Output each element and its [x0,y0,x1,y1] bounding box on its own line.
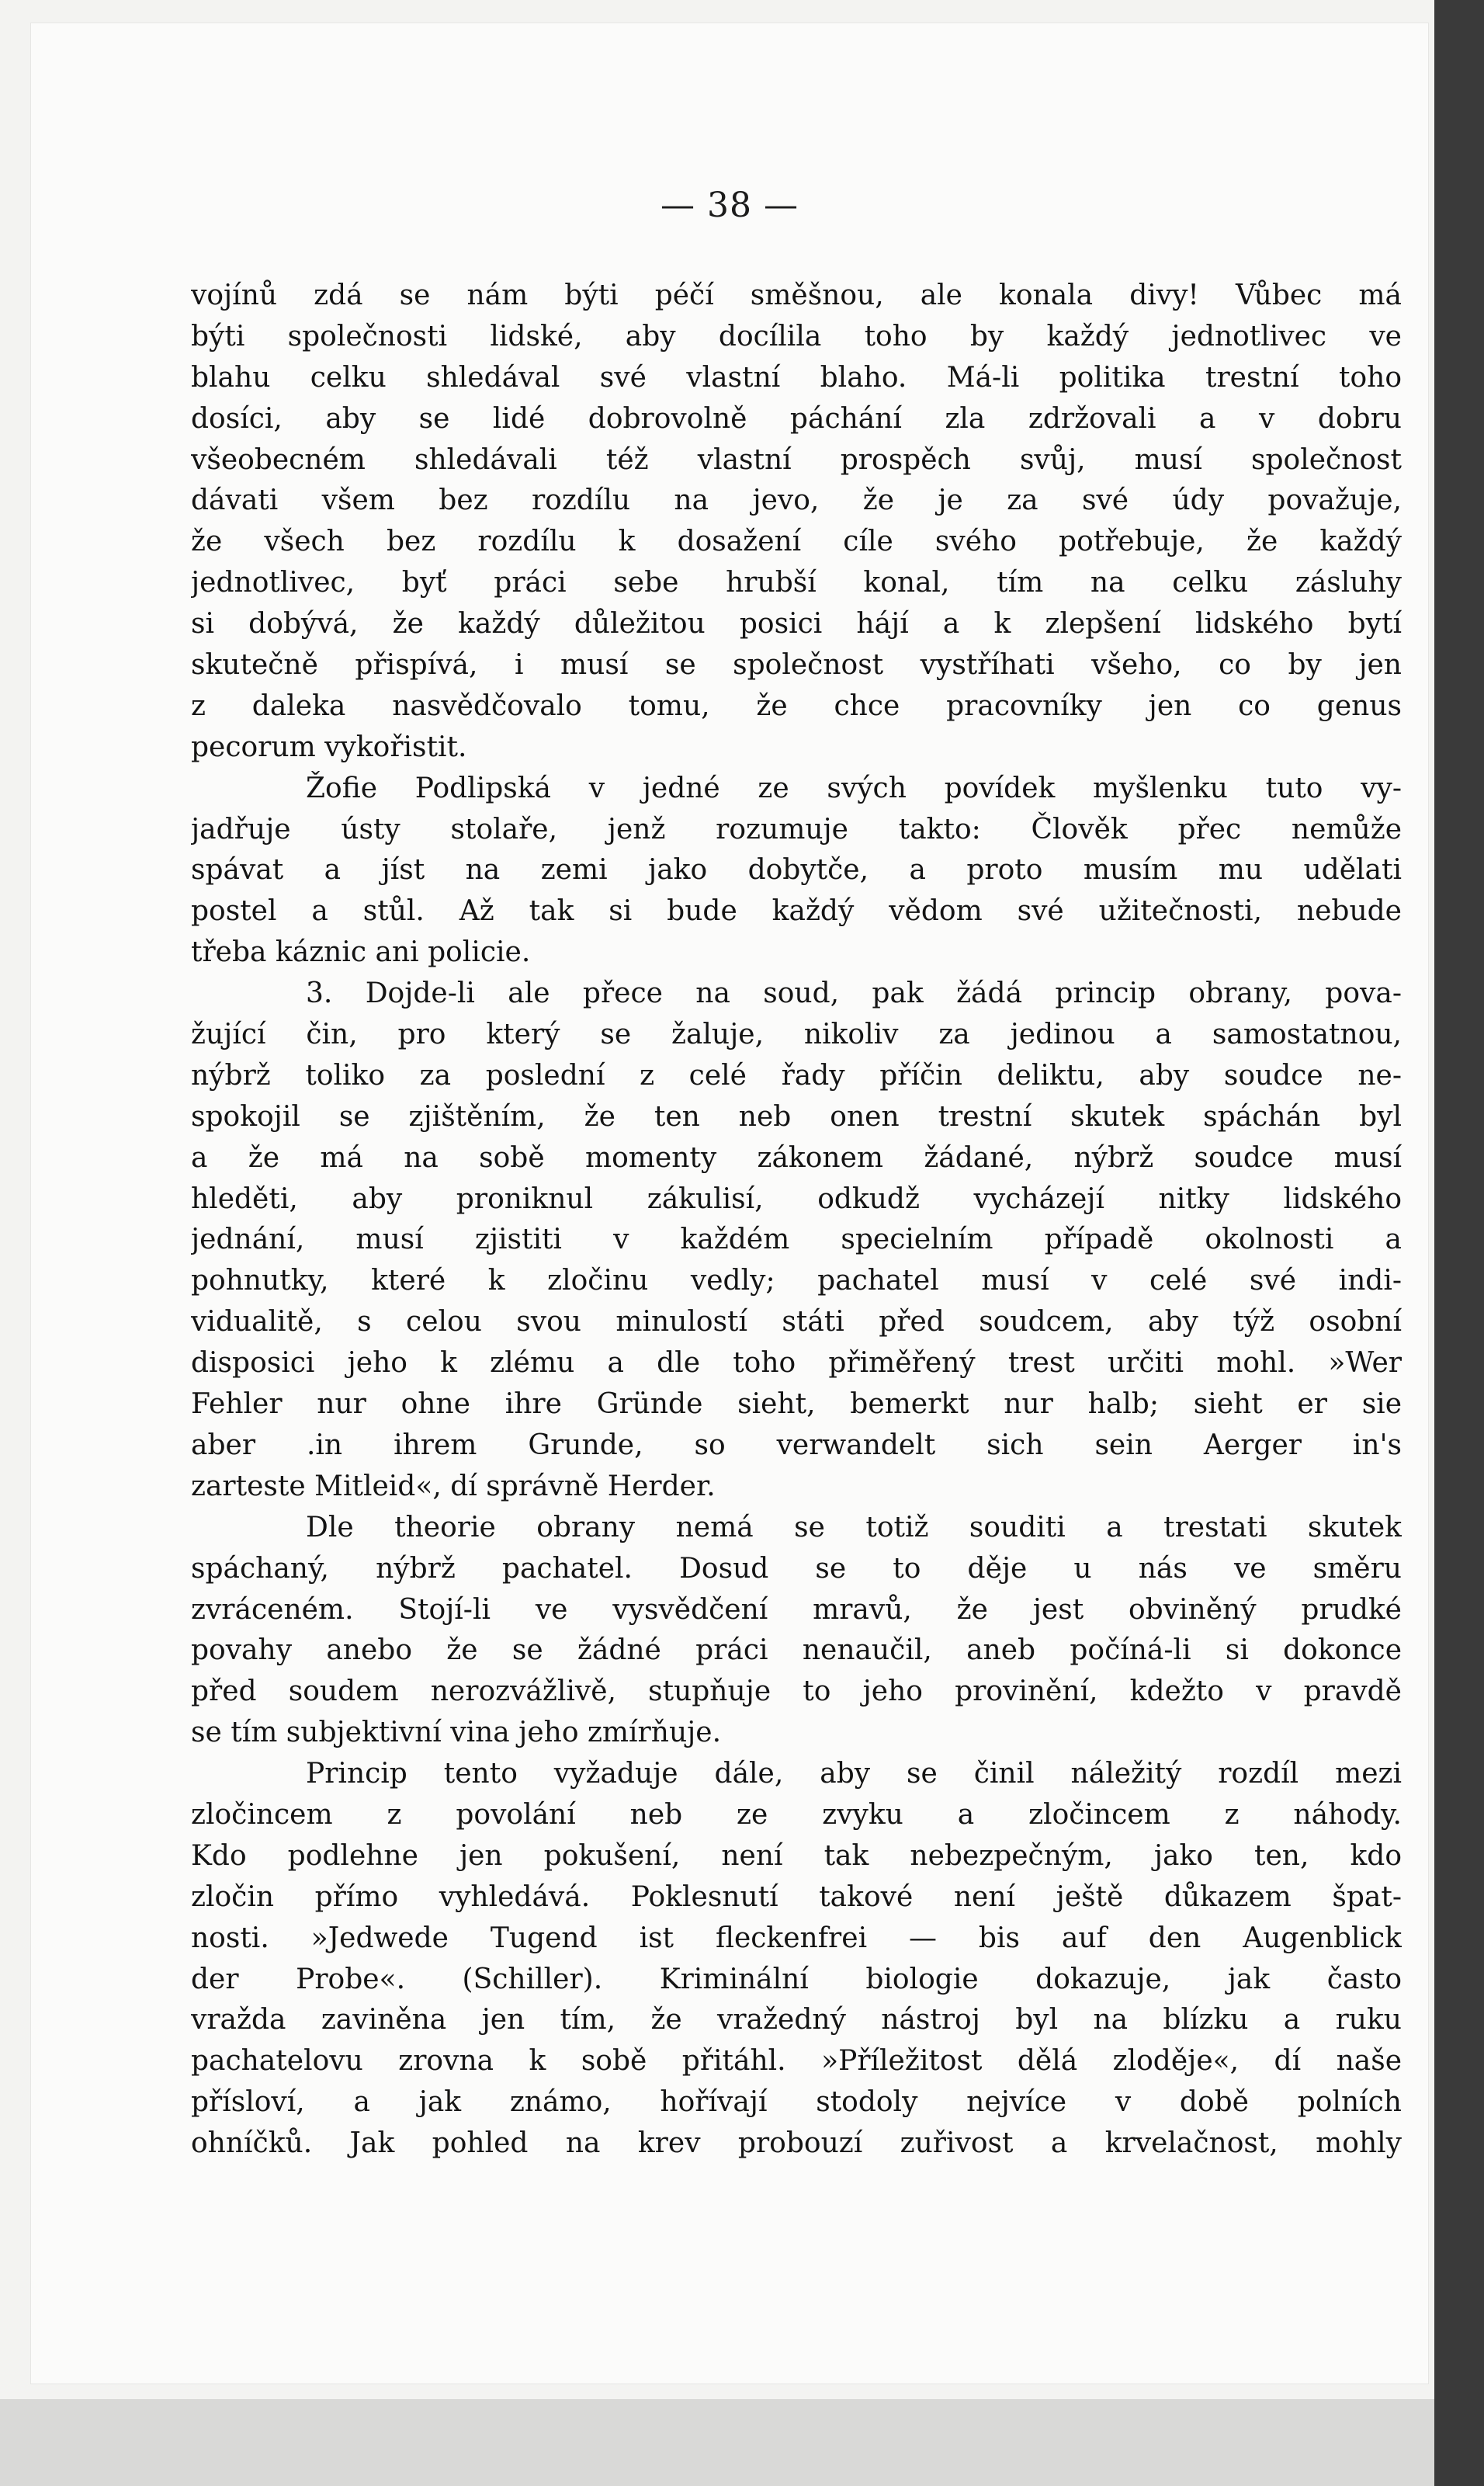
text-line: Fehler nur ohne ihre Gründe sieht, bemerkt nur halb; sieht er sie [191,1388,1402,1421]
text-line: všeobecném shledávali též vlastní prospěch svůj, musí společnost [191,443,1402,476]
text-line: blahu celku shledával své vlastní blaho. Má-li politika trestní toho [191,361,1402,394]
text-line: a že má na sobě momenty zákonem žádané, nýbrž soudce musí [191,1141,1402,1174]
text-line: ohníčků. Jak pohled na krev probouzí zuřivost a krvelačnost, mohly [191,2127,1402,2160]
text-line: jadřuje ústy stolaře, jenž rozumuje takto: Člověk přec nemůže [191,813,1402,845]
text-line: nýbrž toliko za poslední z celé řady příčin deliktu, aby soudce ne- [191,1059,1402,1092]
text-line: zarteste Mitleid«, dí správně Herder. [191,1470,716,1502]
page-number: — 38 — [661,186,799,225]
text-line: der Probe«. (Schiller). Kriminální biologie dokazuje, jak často [191,1963,1402,1995]
text-line: pecorum vykořistit. [191,731,467,763]
text-line: postel a stůl. Až tak si bude každý vědom své užitečnosti, nebude [191,895,1402,928]
text-line: aber .in ihrem Grunde, so verwandelt sich sein Aerger in's [191,1429,1402,1461]
text-line: Kdo podlehne jen pokušení, není tak nebezpečným, jako ten, kdo [191,1839,1402,1872]
body-text [191,276,1402,2165]
text-line: disposici jeho k zlému a dle toho přiměřený trest určiti mohl. »Wer [191,1347,1402,1380]
text-line: pachatelovu zrovna k sobě přitáhl. »Příležitost dělá zloděje«, dí naše [191,2045,1402,2078]
text-line: skutečně přispívá, i musí se společnost vystříhati všeho, co by jen [191,649,1402,682]
text-line: spávat a jíst na zemi jako dobytče, a proto musím mu udělati [191,854,1402,887]
text-line: dosíci, aby se lidé dobrovolně páchání zla zdržovali a v dobru [191,402,1402,435]
text-line: zločin přímo vyhledává. Poklesnutí takové není ještě důkazem špat- [191,1880,1402,1913]
text-line: Princip tento vyžaduje dále, aby se činil náležitý rozdíl mezi [306,1758,1402,1790]
text-line: povahy anebo že se žádné práci nenaučil, aneb počíná-li si dokonce [191,1634,1402,1667]
text-line: zločincem z povolání neb ze zvyku a zločincem z náhody. [191,1798,1402,1831]
text-line: třeba káznic ani policie. [191,936,531,969]
text-line: si dobývá, že každý důležitou posici hájí a k zlepšení lidského bytí [191,608,1402,641]
text-line: spokojil se zjištěním, že ten neb onen trestní skutek spáchán byl [191,1100,1402,1133]
text-line: dávati všem bez rozdílu na jevo, že je za své údy považuje, [191,484,1402,517]
scan-right-edge [1434,0,1484,2486]
text-line: se tím subjektivní vina jeho zmírňuje. [191,1717,722,1749]
text-line: jednotlivec, byť práci sebe hrubší konal, tím na celku zásluhy [191,567,1402,599]
scan-bottom-margin [0,2399,1484,2486]
text-line: že všech bez rozdílu k dosažení cíle svého potřebuje, že každý [191,526,1402,558]
text-line: Žofie Podlipská v jedné ze svých povídek myšlenku tuto vy- [306,772,1402,804]
text-line: býti společnosti lidské, aby docílila toho by každý jednotlivec ve [191,320,1402,352]
text-line: spáchaný, nýbrž pachatel. Dosud se to děje u nás ve směru [191,1552,1402,1585]
text-line: vojínů zdá se nám býti péčí směšnou, ale konala divy! Vůbec má [191,280,1402,311]
text-line: vražda zaviněna jen tím, že vražedný nástroj byl na blízku a ruku [191,2004,1402,2036]
text-line: z daleka nasvědčovalo tomu, že chce pracovníky jen co genus [191,689,1402,722]
text-line: přísloví, a jak známo, hořívají stodoly nejvíce v době polních [191,2086,1402,2119]
text-line: žující čin, pro který se žaluje, nikoliv za jedinou a samostatnou, [191,1019,1402,1051]
text-line: před soudem nerozvážlivě, stupňuje to jeho provinění, kdežto v pravdě [191,1675,1402,1708]
text-line: Dle theorie obrany nemá se totiž souditi a trestati skutek [306,1511,1402,1543]
text-line: jednání, musí zjistiti v každém specielním případě okolnosti a [191,1224,1402,1256]
text-line: zvráceném. Stojí-li ve vysvědčení mravů, že jest obviněný prudké [191,1593,1402,1626]
text-line: pohnutky, které k zločinu vedly; pachatel musí v celé své indi- [191,1265,1402,1297]
text-line: vidualitě, s celou svou minulostí státi před soudcem, aby týž osobní [191,1306,1402,1338]
text-line: 3. Dojde-li ale přece na soud, pak žádá princip obrany, pova- [306,977,1402,1010]
text-line: hleděti, aby proniknul zákulisí, odkudž vycházejí nitky lidského [191,1182,1402,1215]
text-line: nosti. »Jedwede Tugend ist fleckenfrei — bis auf den Augenblick [191,1922,1402,1954]
